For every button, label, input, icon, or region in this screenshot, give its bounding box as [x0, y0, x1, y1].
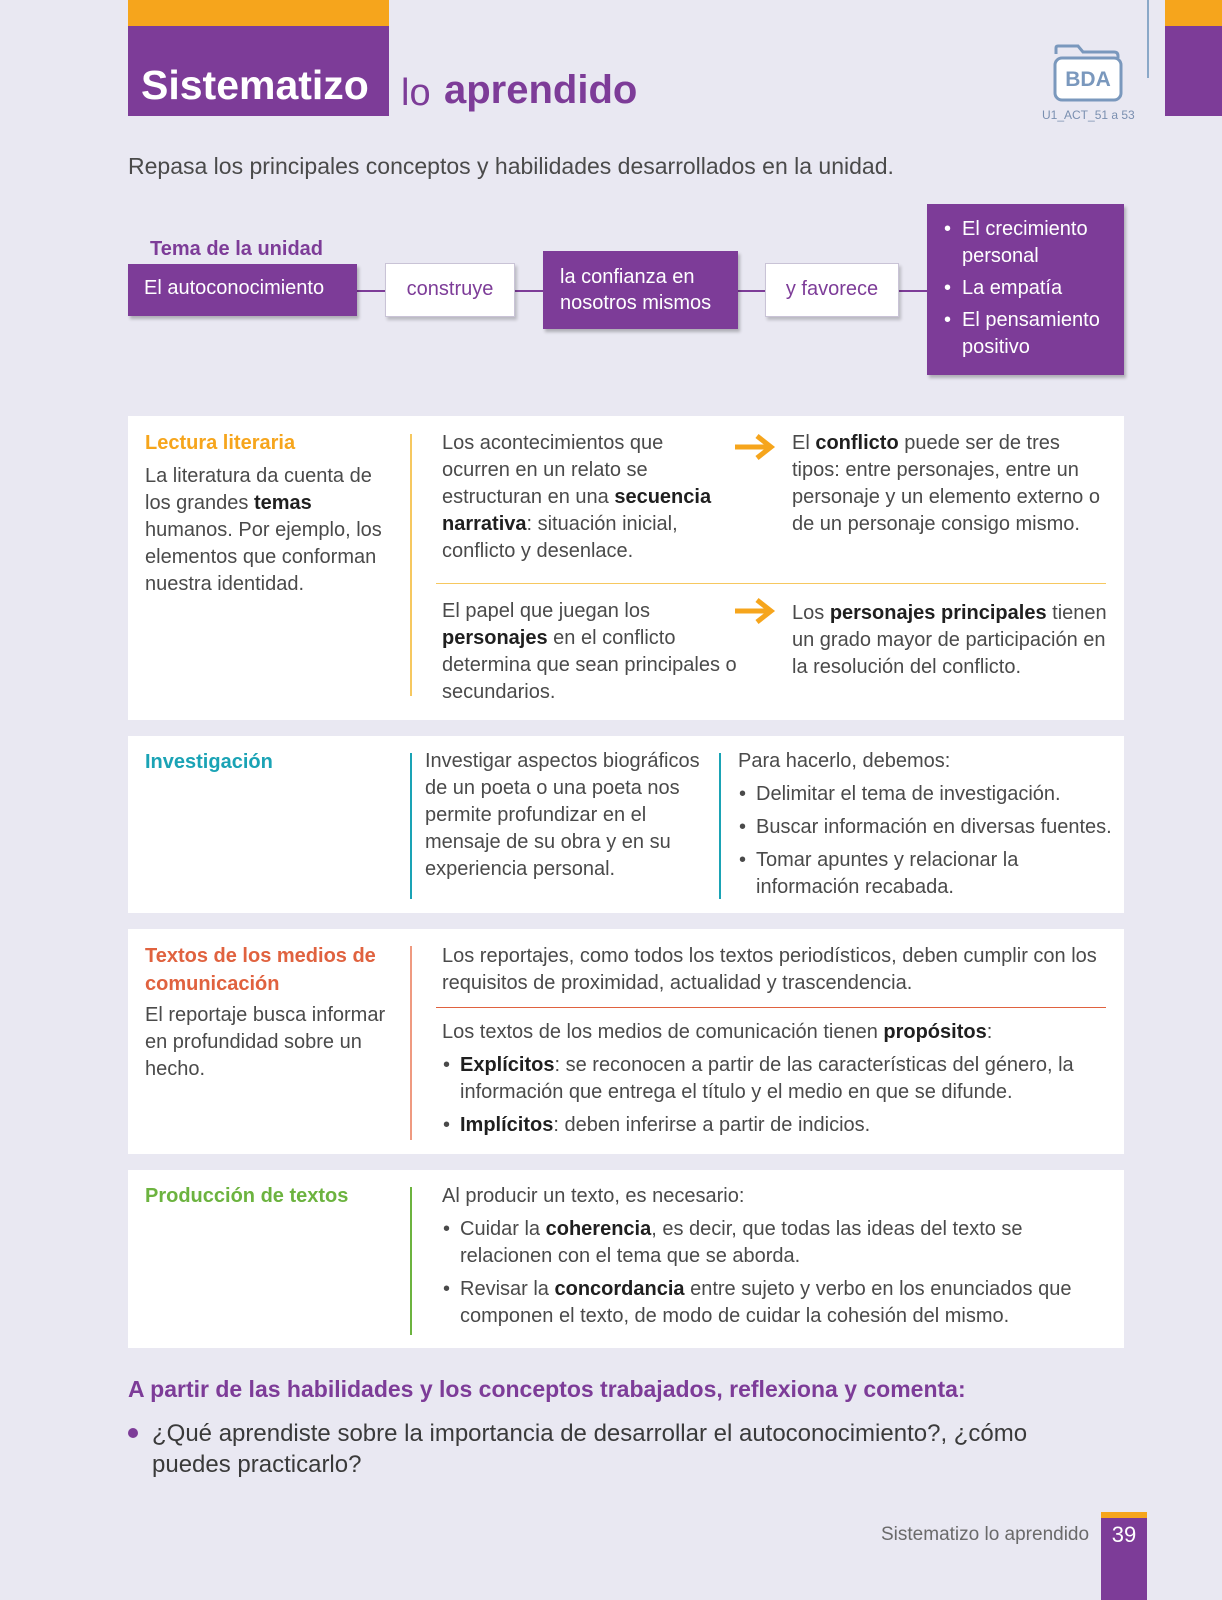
page-number: 39: [1111, 1522, 1137, 1547]
lectura-personajes-text: Los personajes principales tienen un grado mayor de participación en la resolución del conflicto.: [792, 602, 1107, 678]
medios-row-divider: [436, 1007, 1106, 1008]
concept-map-label: Tema de la unidad: [150, 238, 323, 260]
investigacion-title: Investigación: [145, 751, 273, 773]
map-list-item: • El crecimiento personal: [942, 216, 1112, 270]
produccion-title: Producción de textos: [145, 1185, 349, 1207]
map-node-autoconocimiento: El autoconocimiento: [128, 264, 357, 316]
produccion-intro: Al producir un texto, es necesario:: [442, 1185, 745, 1207]
bda-connector-line: [1147, 0, 1149, 78]
page-title-main: Sistematizo: [141, 62, 369, 108]
lectura-conflicto-text: El conflicto puede ser de tres tipos: entre personajes, entre un personaje y un elemento externo o de un personaje consigo mismo.: [792, 432, 1100, 535]
medios-propositos: [442, 1019, 1102, 1139]
investigacion-middle-text: Investigar aspectos biográficos de un poeta o una poeta nos permite profundizar en el mensaje de su obra y en su experiencia personal.: [425, 750, 700, 880]
lectura-secuencia-text: Los acontecimientos que ocurren en un relato se estructuran en una secuencia narrativa: situación inicial, conflicto y desenlace.: [442, 432, 712, 562]
map-connector: [737, 290, 767, 292]
investigacion-divider: [410, 753, 412, 899]
header-purple-tab-right: [1165, 26, 1222, 116]
lectura-papel-text: El papel que juegan los personajes en el conflicto determina que sean principales o secundarios.: [442, 600, 737, 703]
arrow-right-icon: [733, 597, 777, 625]
page-title-aprendido: aprendido: [444, 68, 638, 112]
lectura-divider: [410, 434, 412, 696]
produccion-divider: [410, 1187, 412, 1335]
medios-reportajes-text: Los reportajes, como todos los textos periodísticos, deben cumplir con los requisitos de proximidad, actualidad y trascendencia.: [442, 945, 1097, 994]
map-list-item: • El pensamiento positivo: [942, 307, 1112, 361]
investigacion-step: • Delimitar el tema de investigación.: [738, 781, 1118, 808]
produccion-content: [442, 1183, 1102, 1330]
medios-description: El reportaje busca informar en profundidad sobre un hecho.: [145, 1004, 386, 1080]
lectura-title: Lectura literaria: [145, 432, 296, 454]
reflection-title: A partir de las habilidades y los conceptos trabajados, reflexiona y comenta:: [128, 1376, 966, 1402]
investigacion-step: • Buscar información en diversas fuentes.: [738, 814, 1118, 841]
map-connector: [356, 290, 386, 292]
map-connector: [514, 290, 544, 292]
page-title-lo: lo: [401, 72, 431, 114]
investigacion-steps: [738, 748, 1118, 901]
medios-implicitos-item: • Implícitos: deben inferirse a partir de indicios.: [442, 1112, 1102, 1139]
header-orange-tab-right: [1165, 0, 1222, 26]
bda-label: BDA: [1065, 68, 1111, 91]
arrow-right-icon: [733, 433, 777, 461]
produccion-concordancia-item: • Revisar la concordancia entre sujeto y verbo en los enunciados que componen el texto, de modo de cuidar la cohesión del mismo.: [442, 1276, 1102, 1330]
map-list-item: • La empatía: [942, 275, 1112, 302]
medios-explicitos-item: • Explícitos: se reconocen a partir de las características del género, la información que entrega el título y el medio en que se difunde.: [442, 1052, 1102, 1106]
reflection-question: ¿Qué aprendiste sobre la importancia de desarrollar el autoconocimiento?, ¿cómo puedes practicarlo?: [152, 1420, 1028, 1478]
medios-propositos-intro: Los textos de los medios de comunicación tienen propósitos:: [442, 1021, 993, 1043]
bda-code: U1_ACT_51 a 53: [1042, 108, 1135, 122]
header-orange-tab: [128, 0, 389, 26]
medios-title: Textos de los medios de comunicación: [145, 945, 376, 995]
lectura-description: La literatura da cuenta de los grandes temas humanos. Por ejemplo, los elementos que conforman nuestra identidad.: [145, 465, 382, 595]
map-connector: [897, 290, 927, 292]
investigacion-step: • Tomar apuntes y relacionar la información recabada.: [738, 847, 1118, 901]
map-link-favorece: y favorece: [765, 263, 899, 317]
map-node-confianza: la confianza en nosotros mismos: [543, 251, 738, 329]
map-link-construye: construye: [385, 263, 515, 317]
lectura-row-divider: [436, 583, 1106, 584]
footer-section-name: Sistematizo lo aprendido: [881, 1524, 1090, 1545]
intro-text: Repasa los principales conceptos y habilidades desarrollados en la unidad.: [128, 153, 894, 179]
produccion-coherencia-item: • Cuidar la coherencia, es decir, que todas las ideas del texto se relacionen con el tema que se aborda.: [442, 1216, 1102, 1270]
investigacion-steps-intro: Para hacerlo, debemos:: [738, 750, 951, 772]
bda-folder-icon[interactable]: [1052, 44, 1124, 102]
medios-divider: [410, 946, 412, 1140]
map-node-list: [927, 204, 1124, 375]
investigacion-divider: [719, 753, 721, 899]
